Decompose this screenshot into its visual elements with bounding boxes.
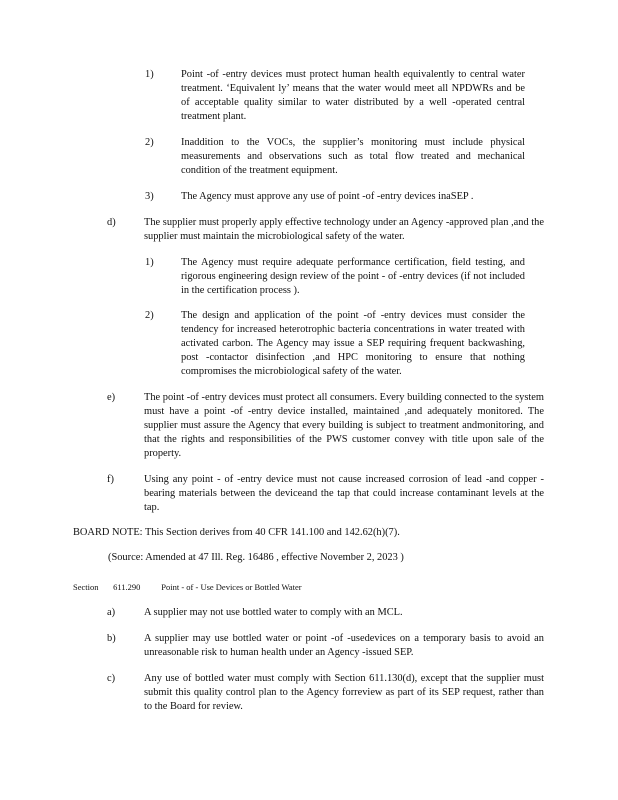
- list-item: [145, 309, 525, 379]
- list-item: [107, 606, 544, 620]
- item-label: e): [107, 392, 116, 403]
- list-item: [107, 216, 544, 244]
- board-note: BOARD NOTE: This Section derives from 40 CFR 141.100 and 142.62(h)(7).: [73, 527, 400, 538]
- source-note: (Source: Amended at 47 Ill. Reg. 16486 , effective November 2, 2023 ): [108, 552, 404, 563]
- item-text: The design and application of the point -of -entry devices must consider the tendency for increased heterotrophic bacteria concentrations in water treated with activated carbon. The Agency may issue a SEP requiring frequent backwashing, post -contactor disinfection ,and HPC monitoring to ensure that nothing compromises the microbiological safety of the water.: [181, 310, 525, 377]
- list-item: [145, 190, 525, 204]
- item-text: The point -of -entry devices must protect all consumers. Every building connected to the system must have a point -of -entry device installed, maintained ,and adequately monitored. The supplier must assure the Agency that every building is subject to treatment andmonitoring, and that the rights and responsibilities of the PWS customer convey with title upon sale of the property.: [144, 392, 544, 459]
- item-text: The Agency must approve any use of point -of -entry devices inaSEP .: [181, 191, 474, 202]
- item-text: Point -of -entry devices must protect human health equivalently to central water treatment. ‘Equivalent ly’ means that the water would meet all NPDWRs and be of acceptable quality similar to water distributed by a well -operated central treatment plant.: [181, 69, 525, 122]
- item-label: 1): [145, 69, 154, 80]
- list-item: [107, 473, 544, 515]
- list-item: [145, 136, 525, 178]
- section-word: Section: [73, 582, 99, 592]
- list-item: [145, 256, 525, 298]
- list-item: [107, 672, 544, 714]
- section-number: 611.290: [113, 582, 141, 592]
- item-label: 2): [145, 310, 154, 321]
- item-text: The Agency must require adequate performance certification, field testing, and rigorous engineering design review of the point - of -entry devices (if not included in the certification process ).: [181, 257, 525, 296]
- item-label: 3): [145, 191, 154, 202]
- item-label: b): [107, 633, 116, 644]
- item-label: f): [107, 474, 114, 485]
- item-text: Using any point - of -entry device must not cause increased corrosion of lead -and copper -bearing materials between the deviceand the tap that could increase contaminant levels at the tap.: [144, 474, 544, 513]
- item-text: A supplier may not use bottled water to comply with an MCL.: [144, 607, 403, 618]
- item-label: a): [107, 607, 116, 618]
- item-text: Any use of bottled water must comply with Section 611.130(d), except that the supplier must submit this quality control plan to the Agency forreview as part of its SEP request, rather than to the Board for review.: [144, 673, 544, 712]
- list-item: [107, 632, 544, 660]
- item-label: d): [107, 217, 116, 228]
- list-item: [145, 68, 525, 124]
- item-text: Inaddition to the VOCs, the supplier’s monitoring must include physical measurements and observations such as total flow treated and mechanical condition of the treatment equipment.: [181, 137, 525, 176]
- section-heading: [73, 580, 302, 594]
- item-label: c): [107, 673, 116, 684]
- item-text: The supplier must properly apply effective technology under an Agency -approved plan ,and the supplier must maintain the microbiological safety of the water.: [144, 217, 544, 242]
- item-text: A supplier may use bottled water or point -of -usedevices on a temporary basis to avoid an unreasonable risk to human health under an Agency -issued SEP.: [144, 633, 544, 658]
- item-label: 2): [145, 137, 154, 148]
- list-item: [107, 391, 544, 461]
- section-title: Point - of - Use Devices or Bottled Water: [161, 582, 302, 592]
- item-label: 1): [145, 257, 154, 268]
